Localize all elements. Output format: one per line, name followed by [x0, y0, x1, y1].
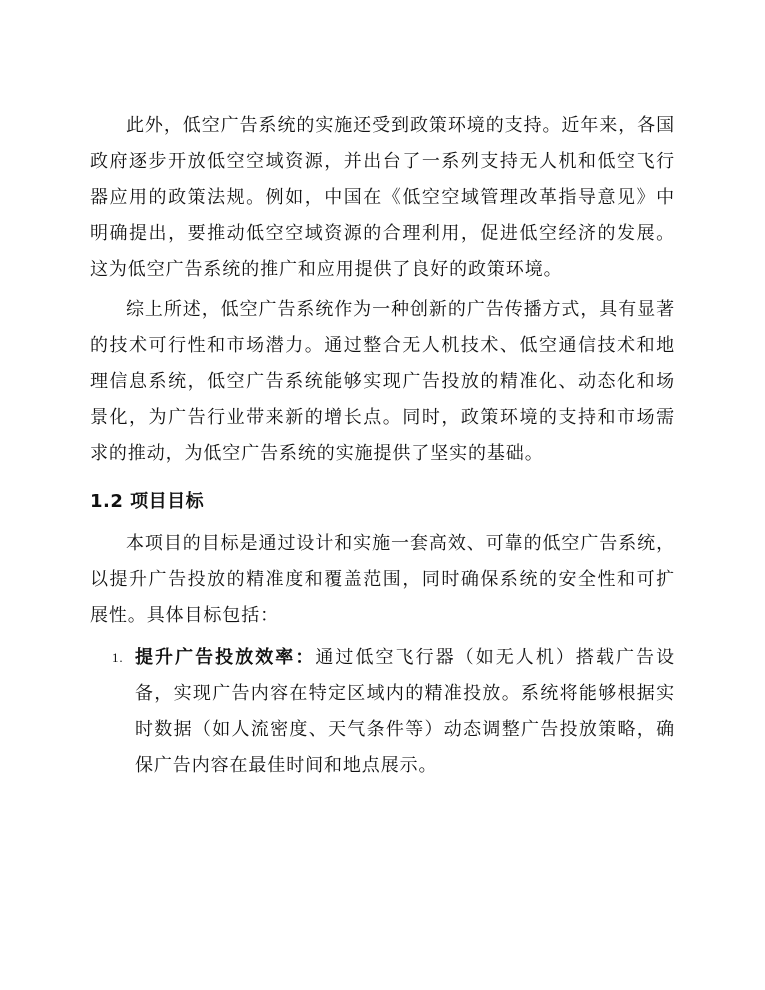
section-heading: 1.2 项目目标 [90, 491, 205, 512]
document-page [90, 108, 675, 784]
list-item [90, 640, 675, 784]
section-intro: 本项目的目标是通过设计和实施一套高效、可靠的低空广告系统，以提升广告投放的精准度和覆盖范围，同时确保系统的安全性和可扩展性。具体目标包括： [90, 533, 675, 626]
list-item-title: 提升广告投放效率： [135, 647, 316, 668]
paragraph-policy: 此外，低空广告系统的实施还受到政策环境的支持。近年来，各国政府逐步开放低空空域资源，并出台了一系列支持无人机和低空飞行器应用的政策法规。例如，中国在《低空空域管理改革指导意见》中明确提出，要推动低空空域资源的合理利用，促进低空经济的发展。这为低空广告系统的推广和应用提供了良好的政策环境。 [90, 115, 675, 280]
list-item-text: 通过低空飞行器（如无人机）搭载广告设备，实现广告内容在特定区域内的精准投放。系统将能够根据实时数据（如人流密度、天气条件等）动态调整广告投放策略，确保广告内容在最佳时间和地点展示。 [135, 647, 675, 776]
goal-list [90, 640, 675, 784]
paragraph-summary: 综上所述，低空广告系统作为一种创新的广告传播方式，具有显著的技术可行性和市场潜力。通过整合无人机技术、低空通信技术和地理信息系统，低空广告系统能够实现广告投放的精准化、动态化和场景化，为广告行业带来新的增长点。同时，政策环境的支持和市场需求的推动，为低空广告系统的实施提供了坚实的基础。 [90, 299, 675, 464]
list-number: 1. [112, 650, 124, 665]
